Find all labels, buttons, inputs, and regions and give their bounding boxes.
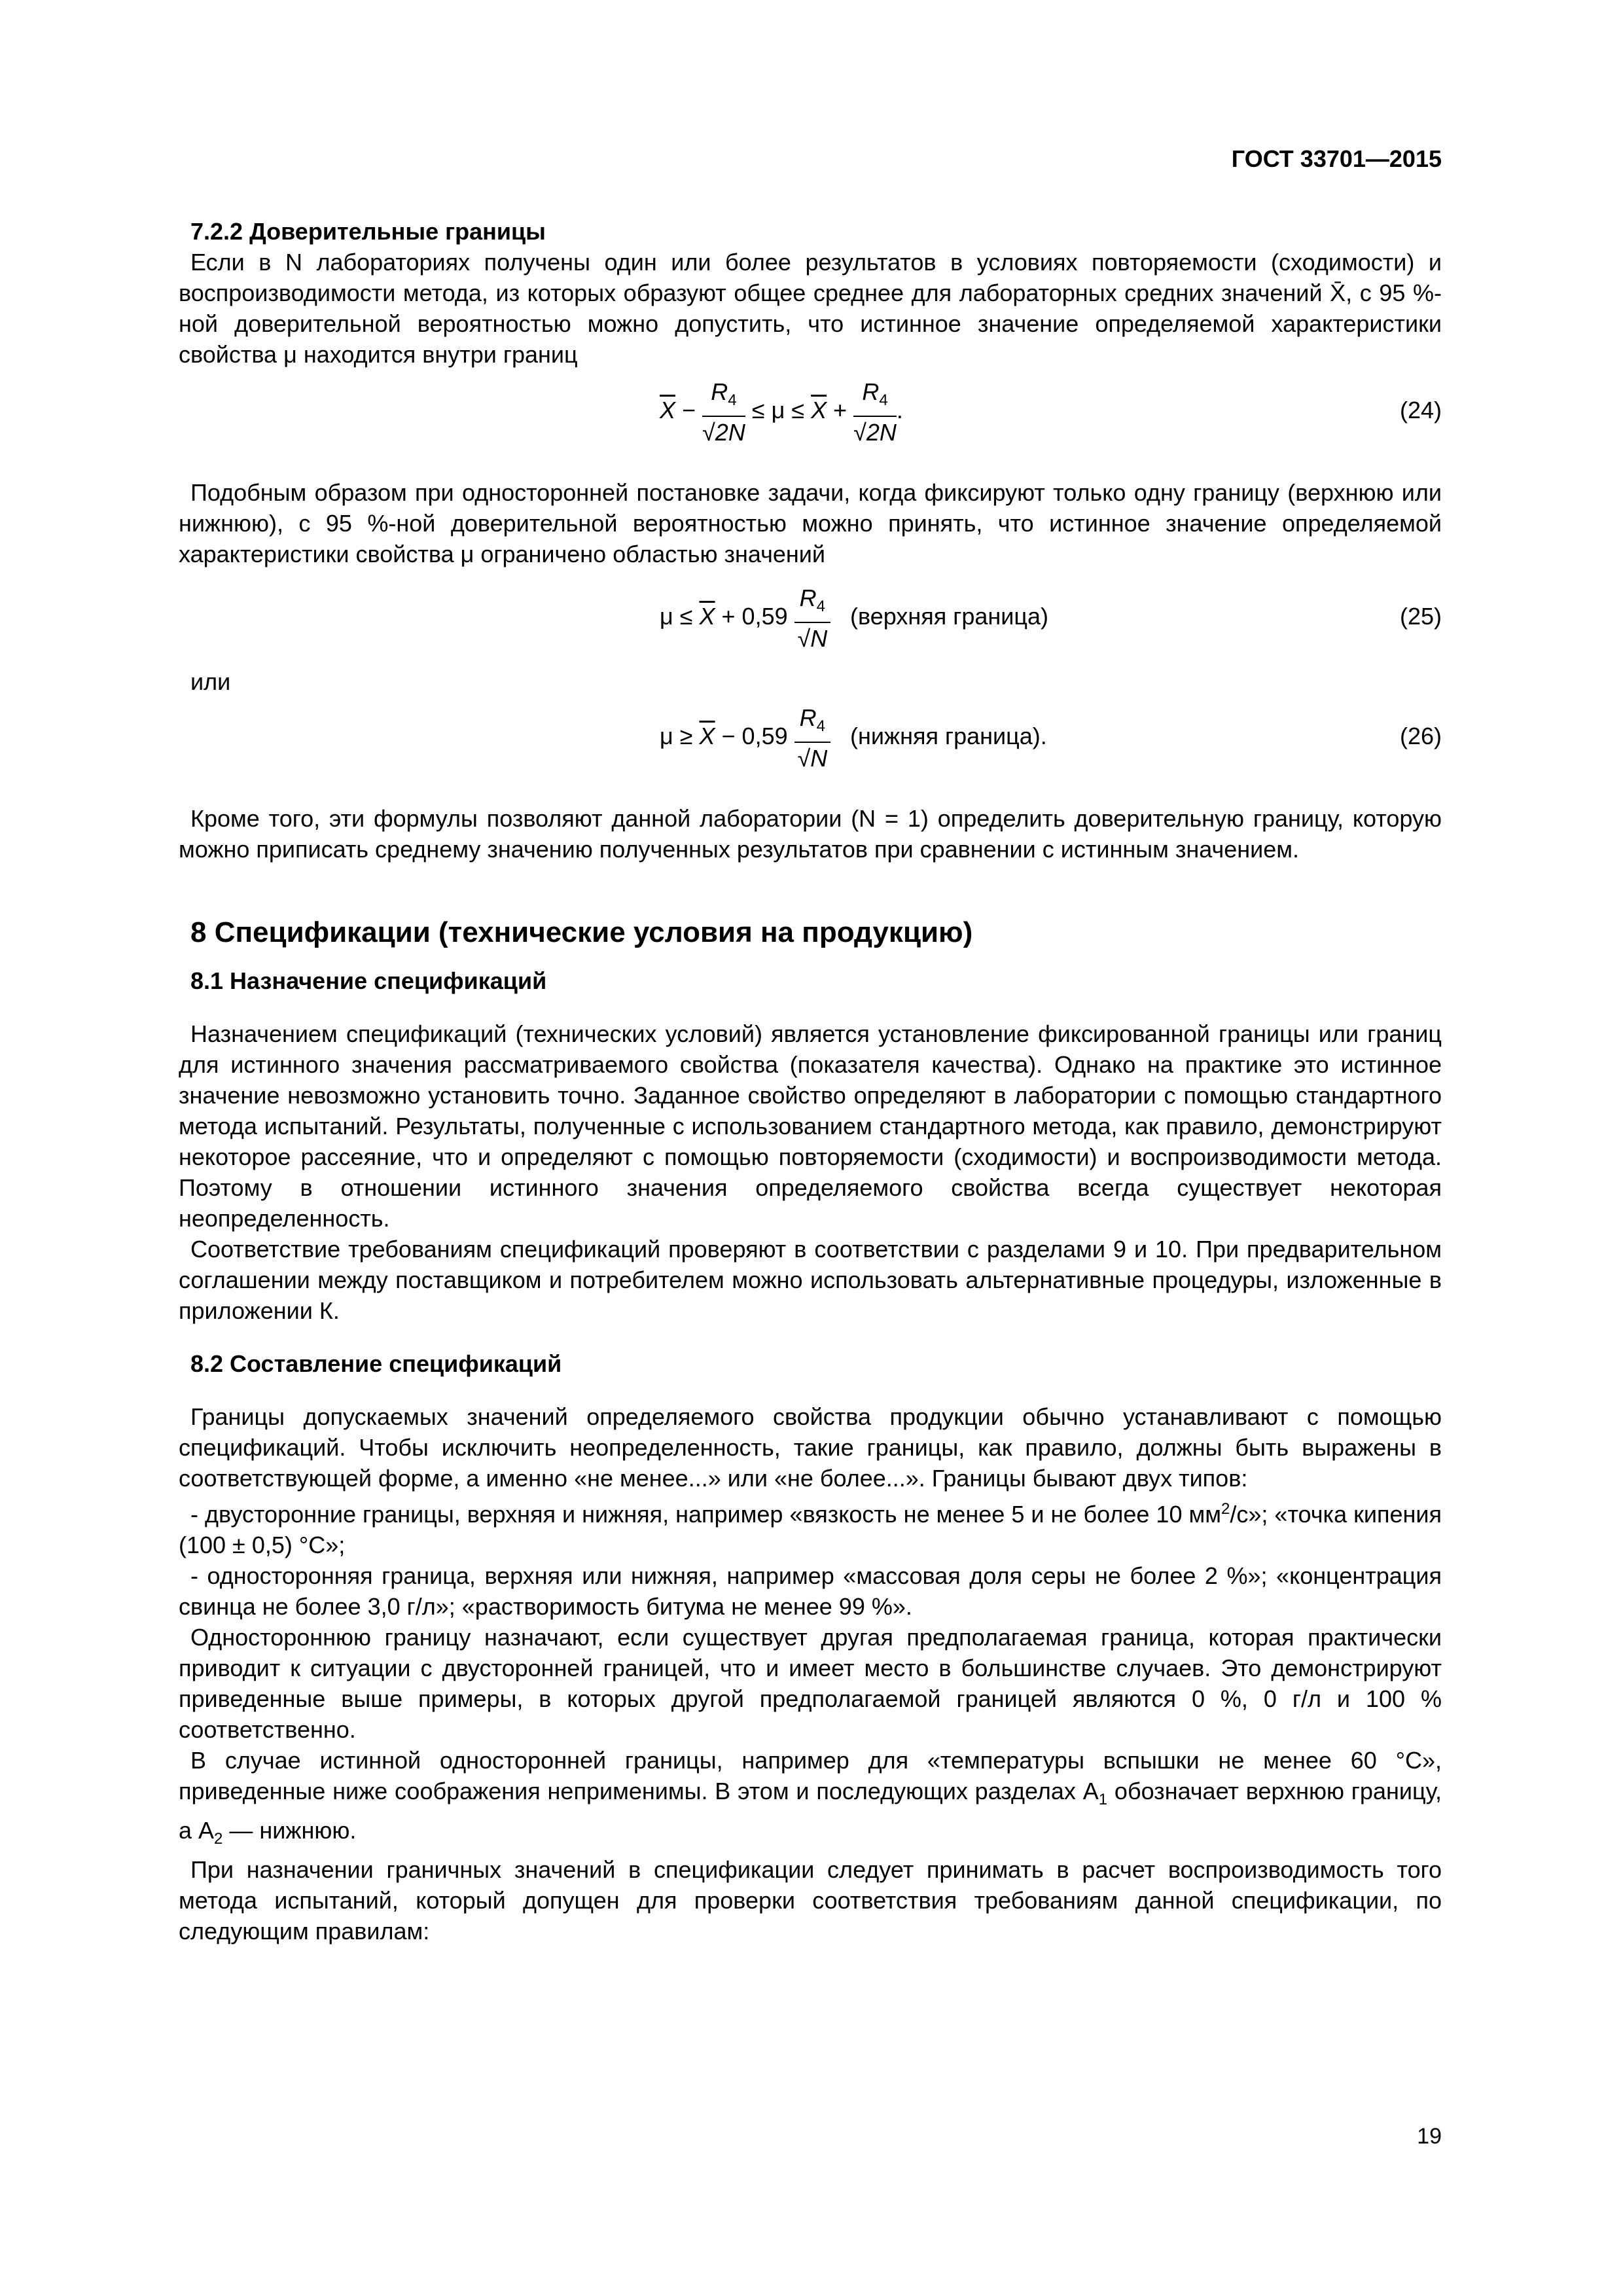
paragraph: Если в N лабораториях получены один или более результатов в условиях повторяемости (сходимости) и воспроизводимости метода, из которых образуют общее среднее для лабораторных средних значений X̄, с 95 %-ной доверительной вероятностью можно допустить, что истинное значение определяемой характеристики свойства μ находится внутри границ xyxy=(179,249,1442,368)
paragraph-text: — нижнюю. xyxy=(223,1817,357,1844)
page-content xyxy=(179,216,1442,1946)
list-item-text: /с»; «точка кипения (100 ± 0,5) °С»; xyxy=(179,1501,1442,1558)
paragraph: При назначении граничных значений в спецификации следует принимать в расчет воспроизводимость того метода испытаний, который допущен для проверки соответствия требованиям данной спецификации, по следующим правилам: xyxy=(179,1856,1442,1945)
formula-note: (нижняя граница). xyxy=(850,723,1047,750)
paragraph: Кроме того, эти формулы позволяют данной лаборатории (N = 1) определить доверительную границу, которую можно приписать среднему значению полученных результатов при сравнении с истинным значением. xyxy=(179,805,1442,863)
paragraph: Назначением спецификаций (технических условий) является установление фиксированной границы или границ для истинного значения рассматриваемого свойства (показателя качества). Однако на практике это истинное значение невозможно установить точно. Заданное свойство определяют в лаборатории с помощью стандартного метода испытаний. Результаты, полученные с использованием стандартного метода, как правило, демонстрируют некоторое рассеяние, что и определяют с помощью повторяемости (сходимости) и воспроизводимости метода. Поэтому в отношении истинного значения определяемого свойства всегда существует некоторая неопределенность. xyxy=(179,1020,1442,1232)
paragraph: Границы допускаемых значений определяемого свойства продукции обычно устанавливают с помощью спецификаций. Чтобы исключить неопределенность, такие границы, как правило, должны быть выражены в соответствующей форме, а именно «не менее...» или «не более...». Границы бывают двух типов: xyxy=(179,1403,1442,1492)
formula-note: (верхняя граница) xyxy=(850,603,1049,630)
section-7-2-2-title: 7.2.2 Доверительные границы xyxy=(190,218,546,245)
formula-24: $\overline{X}$ − $\frac{R_4}{√2N}$ ≤ $\mu \le \overline{X}$ + $\frac{R_4}{√2N}$ . (24) xyxy=(179,376,1442,455)
paragraph: Одностороннюю границу назначают, если существует другая предполагаемая граница, которая практически приводит к ситуации с двусторонней границей, что и имеет место в большинстве случаев. Это демонстрируют приведенные выше примеры, в которых другой предполагаемой границей являются 0 %, 0 г/л и 100 % соответственно. xyxy=(179,1624,1442,1743)
or-word: или xyxy=(190,668,231,695)
paragraph: В случае истинной односторонней границы, например для «температуры вспышки не менее 60 °С», приведенные ниже соображения неприменимы. В этом и последующих разделах $A_1$ обозначает верхнюю границу, а $A_2$ — нижнюю. xyxy=(179,1747,1442,1848)
equation-number: (25) xyxy=(1399,603,1442,630)
paragraph: Подобным образом при односторонней постановке задачи, когда фиксируют только одну границу (верхнюю или нижнюю), с 95 %-ной доверительной вероятностью можно принять, что истинное значение определяемой характеристики свойства μ ограничено областью значений xyxy=(179,479,1442,567)
section-8-1-title: 8.1 Назначение спецификаций xyxy=(190,967,547,994)
list-item-text: - двусторонние границы, верхняя и нижняя, например «вязкость не менее 5 и не более 10 мм xyxy=(190,1501,1222,1528)
equation-number: (24) xyxy=(1399,397,1442,423)
section-8-2-title: 8.2 Составление спецификаций xyxy=(190,1350,562,1377)
formula-25: $\mu \le \overline{X} + 0,59$ $\frac{R_4}{√N}$ (верхняя граница) (25) xyxy=(179,583,1442,661)
equation-number: (26) xyxy=(1399,723,1442,749)
list-item: - односторонняя граница, верхняя или нижняя, например «массовая доля серы не более 2 %»; «концентрация свинца не более 3,0 г/л»; «растворимость битума не менее 99 %». xyxy=(179,1562,1442,1620)
document-code: ГОСТ 33701—2015 xyxy=(1231,145,1442,172)
section-8-title: 8 Спецификации (технические условия на продукцию) xyxy=(190,916,973,948)
paragraph-text: обозначает верхнюю границу, а A xyxy=(179,1778,1442,1844)
page-number: 19 xyxy=(1417,2124,1442,2149)
paragraph-text: В случае истинной односторонней границы, например для «температуры вспышки не менее 60 °С», приведенные ниже соображения неприменимы. В этом и последующих разделах A xyxy=(179,1747,1442,1804)
list-item: - двусторонние границы, верхняя и нижняя, например «вязкость не менее 5 и не более 10 $мм^2/с$»; «точка кипения (100 ± 0,5) °С»; xyxy=(179,1500,1442,1558)
formula-26: $\mu \ge \overline{X} - 0,59$ $\frac{R_4}{√N}$ (нижняя граница). (26) xyxy=(179,702,1442,781)
paragraph: Соответствие требованиям спецификаций проверяют в соответствии с разделами 9 и 10. При предварительном соглашении между поставщиком и потребителем можно использовать альтернативные процедуры, изложенные в приложении К. xyxy=(179,1236,1442,1324)
